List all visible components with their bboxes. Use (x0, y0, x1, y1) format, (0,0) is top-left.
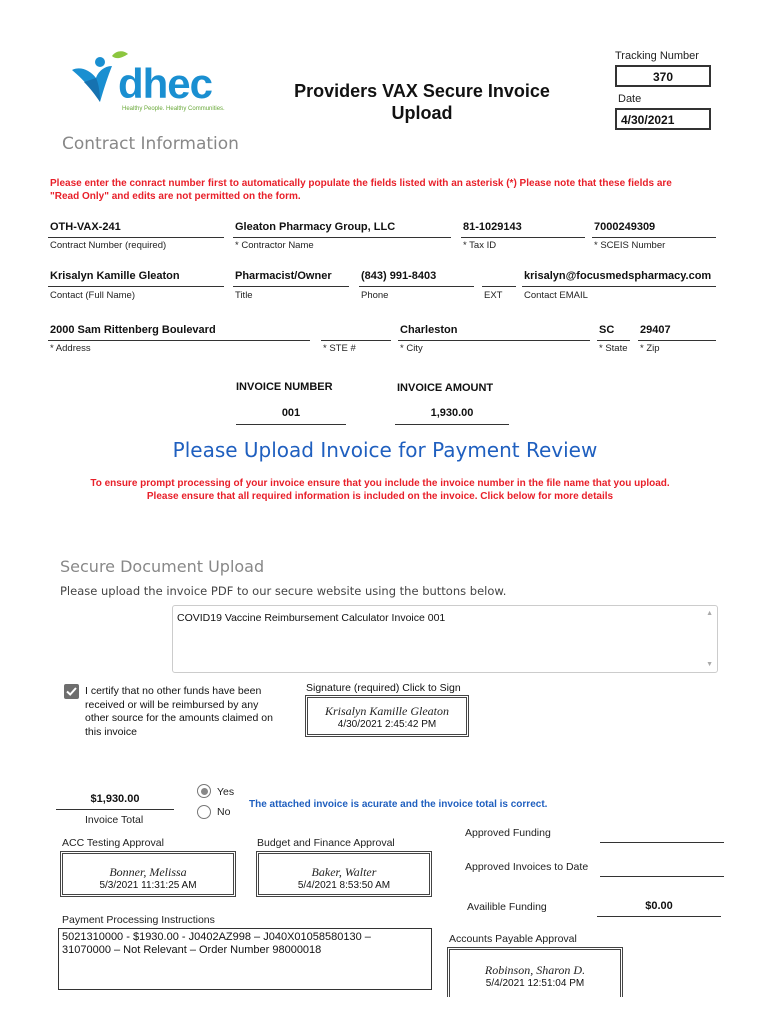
zip-label: * Zip (640, 343, 660, 354)
payment-instructions-label: Payment Processing Instructions (62, 914, 215, 926)
acc-approval-label: ACC Testing Approval (62, 837, 164, 849)
payment-instructions-field[interactable]: 5021310000 - $1930.00 - J0402AZ998 – J040X01058580130 – 31070000 – Not Relevant – Order Number 98000018 (58, 928, 432, 990)
page-title (262, 80, 582, 124)
invoice-amount-label: INVOICE AMOUNT (397, 382, 494, 394)
acc-approval-field[interactable] (60, 851, 236, 897)
signature-label: Signature (required) Click to Sign (306, 682, 461, 694)
radio-no-label: No (217, 806, 231, 818)
phone-value[interactable]: (843) 991-8403 (361, 270, 437, 282)
certify-checkbox[interactable] (64, 684, 79, 699)
logo-tagline: Healthy People. Healthy Communities. (122, 106, 225, 112)
budget-approval-date: 5/4/2021 8:53:50 AM (297, 880, 391, 891)
available-funding-label: Availible Funding (467, 901, 547, 913)
address-label: * Address (50, 343, 91, 354)
contract-instructions: Please enter the conract number first to automatically populate the fields listed with an asterisk (*) Please note that these fields are "Read Only" and edits are not permitted on the form. (50, 178, 672, 202)
available-funding-value[interactable]: $0.00 (645, 900, 673, 912)
contractor-name-label: * Contractor Name (235, 240, 314, 251)
budget-approval-label: Budget and Finance Approval (257, 837, 395, 849)
acc-approval-name: Bonner, Melissa (109, 865, 187, 879)
city-value: Charleston (400, 324, 458, 336)
signature-name: Krisalyn Kamille Gleaton (325, 704, 449, 718)
signature-field[interactable] (305, 695, 469, 737)
approved-to-date-field[interactable] (600, 876, 724, 877)
upload-notice-line2: Please ensure that all required information is included on the invoice. Click below for more details (146, 491, 614, 502)
state-value: SC (599, 324, 615, 336)
invoice-total-label: Invoice Total (85, 814, 144, 826)
contact-name-value[interactable]: Krisalyn Kamille Gleaton (50, 270, 180, 282)
sceis-number-label: * SCEIS Number (594, 240, 666, 251)
ap-approval-label: Accounts Payable Approval (449, 933, 577, 945)
tracking-number-value: 370 (652, 70, 674, 84)
page-title-line1: Providers VAX Secure Invoice (294, 81, 550, 101)
ste-label: * STE # (323, 343, 356, 354)
city-label: * City (400, 343, 423, 354)
email-label: Contact EMAIL (524, 290, 588, 301)
signature-date: 4/30/2021 2:45:42 PM (337, 719, 437, 730)
email-value[interactable]: krisalyn@focusmedspharmacy.com (524, 270, 712, 282)
dhec-logo (60, 48, 225, 120)
scroll-up-icon[interactable]: ▲ (706, 610, 713, 617)
checkmark-icon (64, 684, 79, 699)
approved-funding-label: Approved Funding (465, 827, 551, 839)
invoice-total-value[interactable]: $1,930.00 (90, 793, 140, 805)
secure-upload-title: Secure Document Upload (60, 557, 265, 576)
scroll-down-icon[interactable]: ▼ (706, 661, 713, 668)
budget-approval-field[interactable] (256, 851, 432, 897)
contractor-name-value: Gleaton Pharmacy Group, LLC (235, 221, 396, 233)
approved-funding-field[interactable] (600, 842, 724, 843)
acc-approval-date: 5/3/2021 11:31:25 AM (99, 880, 197, 891)
contact-name-label: Contact (Full Name) (50, 290, 135, 301)
radio-yes-label: Yes (217, 786, 235, 798)
invoice-amount-value[interactable]: 1,930.00 (430, 407, 474, 419)
zip-value: 29407 (640, 324, 671, 336)
tracking-number-field[interactable] (615, 65, 711, 87)
ap-approval-date: 5/4/2021 12:51:04 PM (485, 978, 585, 989)
uploaded-file-text: COVID19 Vaccine Reimbursement Calculator Invoice 001 (177, 612, 446, 624)
date-label: Date (618, 93, 642, 105)
title-value[interactable]: Pharmacist/Owner (235, 270, 332, 282)
state-label: * State (599, 343, 628, 354)
contract-number-label: Contract Number (required) (50, 240, 167, 251)
ext-label: EXT (484, 290, 503, 301)
ap-approval-name: Robinson, Sharon D. (484, 963, 586, 977)
date-value: 4/30/2021 (621, 113, 675, 127)
invoice-number-label: INVOICE NUMBER (236, 381, 333, 393)
date-field[interactable] (615, 108, 711, 130)
upload-notice-line1: To ensure prompt processing of your invoice ensure that you include the invoice number in the file name that you upload. (90, 478, 670, 489)
page-title-line2: Upload (391, 103, 453, 123)
upload-heading: Please Upload Invoice for Payment Review (172, 438, 598, 462)
radio-no[interactable] (197, 805, 211, 819)
phone-label: Phone (361, 290, 389, 301)
title-label: Title (235, 290, 253, 301)
tracking-number-label: Tracking Number (615, 50, 699, 62)
logo-wordmark: dhec (118, 60, 213, 107)
certify-text: I certify that no other funds have been received or will be reimbursed by any other source for the amounts claimed on this invoice (85, 685, 273, 738)
invoice-number-value[interactable]: 001 (281, 407, 301, 419)
approved-to-date-label: Approved Invoices to Date (465, 861, 589, 873)
confirmation-text: The attached invoice is acurate and the invoice total is correct. (249, 799, 548, 810)
tax-id-label: * Tax ID (463, 240, 497, 251)
tax-id-value: 81-1029143 (463, 221, 522, 233)
uploaded-file-textarea[interactable] (172, 605, 718, 673)
sceis-number-value: 7000249309 (594, 221, 656, 233)
radio-yes[interactable] (197, 784, 211, 798)
ap-approval-field[interactable] (447, 947, 623, 997)
secure-upload-instructions: Please upload the invoice PDF to our secure website using the buttons below. (60, 584, 507, 598)
address-value: 2000 Sam Rittenberg Boulevard (50, 324, 216, 336)
contract-number-value[interactable]: OTH-VAX-241 (50, 221, 121, 233)
budget-approval-name: Baker, Walter (311, 865, 377, 879)
contract-section-title: Contract Information (62, 134, 239, 154)
